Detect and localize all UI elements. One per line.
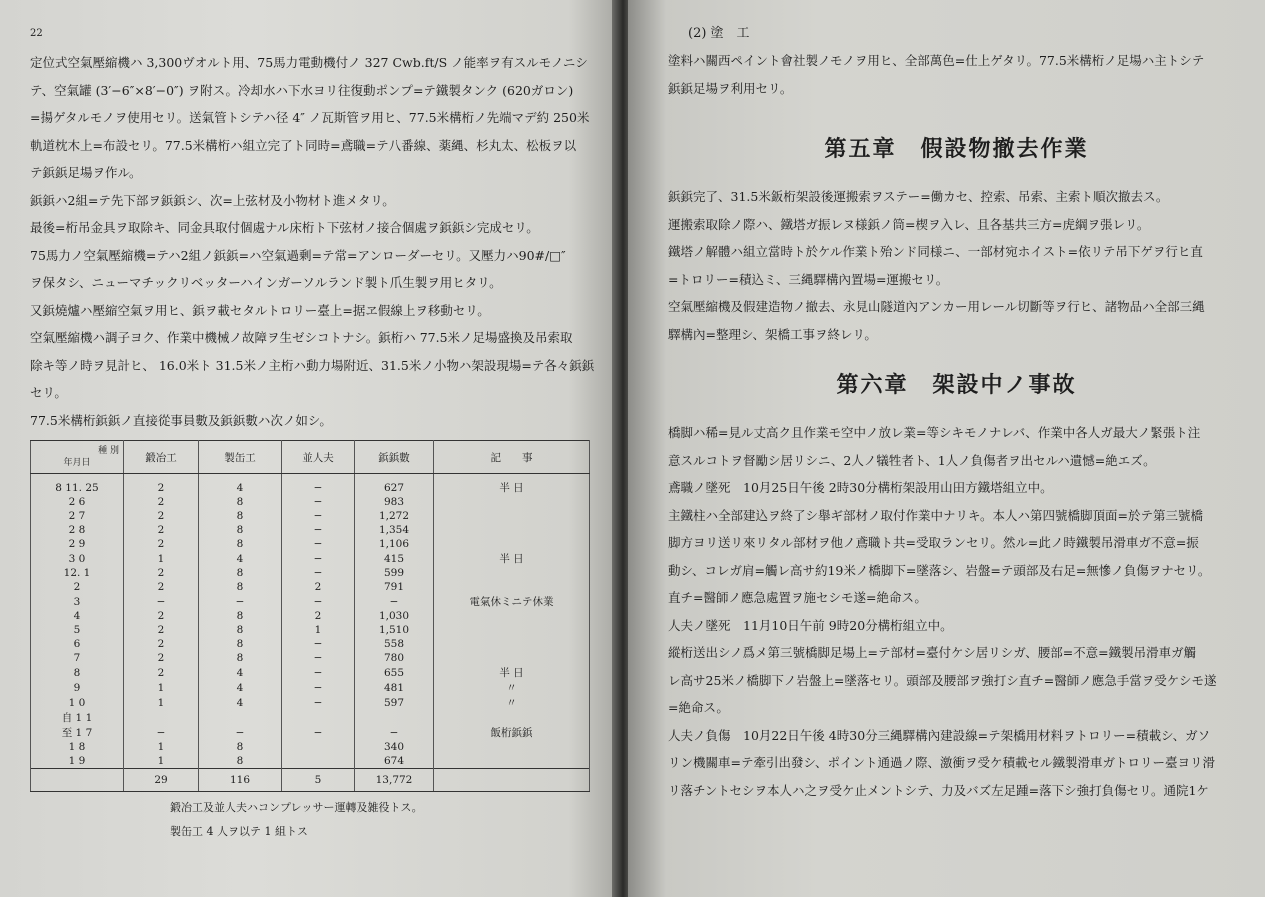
header-date-label: 年月日 — [63, 458, 91, 468]
table-cell-b: 4 — [199, 551, 282, 566]
table-cell-c: 2 — [282, 609, 355, 623]
paragraph-line: 橋脚ハ稀=見ル丈高ク且作業モ空中ノ放レ業=等シキモノナレバ、作業中各人ガ最大ノ緊張ト注 — [668, 425, 1201, 440]
table-cell-d — [355, 710, 434, 725]
table-total-a: 29 — [124, 769, 199, 792]
table-cell-a: 2 — [124, 637, 199, 651]
table-row — [31, 580, 590, 594]
paragraph-line: 縱桁送出シノ爲メ第三號橋脚足場上=テ部材=臺付ケシ居リシガ、腰部=不意=鐵製吊滑車ガ觸 — [668, 645, 1197, 660]
table-cell-d: − — [355, 725, 434, 740]
table-cell-note — [434, 580, 590, 594]
table-total-d: 13,772 — [355, 769, 434, 792]
table-cell-date: 12. 1 — [31, 566, 124, 580]
footnote-line: 鍛冶工及並人夫ハコンプレッサー運轉及雑役トス。 — [170, 801, 423, 814]
table-cell-d: 983 — [355, 495, 434, 509]
table-cell-date: 5 — [31, 623, 124, 637]
table-cell-note — [434, 566, 590, 580]
table-cell-date: 8 11. 25 — [31, 474, 124, 496]
table-cell-d: 1,354 — [355, 523, 434, 537]
table-cell-c: − — [282, 537, 355, 551]
table-cell-note — [434, 651, 590, 665]
table-cell-b: 8 — [199, 566, 282, 580]
table-cell-note — [434, 609, 590, 623]
table-cell-note — [434, 523, 590, 537]
table-cell-d: 627 — [355, 474, 434, 496]
table-row — [31, 637, 590, 651]
table-cell-note — [434, 754, 590, 769]
table-cell-date: 7 — [31, 651, 124, 665]
paragraph-line: 塗料ハ關西ペイント會社製ノモノヲ用ヒ、全部萬色=仕上ゲタリ。77.5米構桁ノ足場ハ主トシテ — [668, 53, 1205, 68]
table-row — [31, 495, 590, 509]
table-cell-a: 2 — [124, 509, 199, 523]
footnote-line: 製缶工 4 人ヲ以テ 1 組トス — [170, 825, 308, 838]
table-cell-a: 2 — [124, 623, 199, 637]
paragraph-line: 人夫ノ負傷 10月22日午後 4時30分三縄驛構內建設線=テ架橋用材料ヲトロリー=積載シ、ガソ — [668, 727, 1211, 743]
table-cell-c: − — [282, 680, 355, 695]
table-cell-date: 1 0 — [31, 695, 124, 710]
table-row — [31, 665, 590, 680]
paragraph-line: 動シ、コレガ肩=觸レ高サ約19米ノ橋脚下=墜落シ、岩盤=テ頭部及右足=無慘ノ負傷ヲナセリ。 — [668, 562, 1211, 578]
table-cell-b: 8 — [199, 754, 282, 769]
paragraph-line: 除キ等ノ時ヲ見計ヒ、 16.0米ト 31.5米ノ主桁ハ動力場附近、31.5米ノ小物ハ架設現場=テ各々鋲鋲 — [30, 357, 595, 373]
table-cell-b: 8 — [199, 495, 282, 509]
table-cell-note — [434, 740, 590, 754]
table-cell-note: 電氣休ミニテ休業 — [434, 594, 590, 609]
left-body — [30, 49, 606, 434]
table-cell-date: 2 — [31, 580, 124, 594]
table-row — [31, 695, 590, 710]
table-cell-c: 1 — [282, 623, 355, 637]
table-cell-d: 1,272 — [355, 509, 434, 523]
paragraph-line: 77.5米構桁鋲鋲ノ直接從事員數及鋲鋲數ハ次ノ如シ。 — [30, 412, 332, 428]
paragraph-line: 鋲鋲足場ヲ利用セリ。 — [668, 80, 793, 96]
table-cell-a: 1 — [124, 551, 199, 566]
paragraph-line: 定位式空氣壓縮機ハ 3,300ヴオルト用、75馬力電動機付ノ 327 Cwb.ft/S ノ能率ヲ有スルモノニシ — [30, 55, 588, 70]
table-cell-b: 4 — [199, 695, 282, 710]
paragraph-line: 驛構內=整理シ、架橋工事ヲ終レリ。 — [668, 326, 877, 342]
header-rivet-count: 鋲鋲數 — [355, 441, 434, 474]
chapter-five-title: 第五章 假設物撤去作業 — [824, 136, 1089, 162]
table-total-row — [31, 769, 590, 792]
table-row — [31, 651, 590, 665]
paragraph-line: 又鋲燒爐ハ壓縮空氣ヲ用ヒ、鋲ヲ載セタルトロリー臺上=据ヱ假線上ヲ移動セリ。 — [30, 302, 490, 318]
table-cell-c: − — [282, 551, 355, 566]
table-cell-b: 8 — [199, 509, 282, 523]
table-cell-b: 8 — [199, 609, 282, 623]
table-cell-note — [434, 623, 590, 637]
page-number: 22 — [30, 28, 43, 39]
paragraph-line: =揚ゲタルモノヲ使用セリ。送氣管トシテハ径 4″ ノ瓦斯管ヲ用ヒ、77.5米構桁ノ先端マデ約 250米 — [30, 110, 590, 125]
riveting-table-wrap — [30, 440, 606, 792]
table-cell-d: 1,030 — [355, 609, 434, 623]
table-cell-b: 8 — [199, 651, 282, 665]
table-cell-date: 2 9 — [31, 537, 124, 551]
table-cell-b: 8 — [199, 537, 282, 551]
table-cell-date: 2 8 — [31, 523, 124, 537]
table-cell-b: 8 — [199, 580, 282, 594]
paragraph-line: レ高サ25米ノ橋脚下ノ岩盤上=墜落セリ。頭部及腰部ヲ強打シ直チ=醫師ノ應急手當ヲ受ケシモ遂 — [668, 672, 1217, 688]
table-row — [31, 509, 590, 523]
table-cell-note — [434, 509, 590, 523]
table-cell-date: 2 7 — [31, 509, 124, 523]
table-total-c: 5 — [282, 769, 355, 792]
riveting-table — [30, 440, 590, 792]
table-cell-note — [434, 537, 590, 551]
table-cell-a: 2 — [124, 566, 199, 580]
table-cell-note: 飯桁鋲鋲 — [434, 725, 590, 740]
table-row — [31, 754, 590, 769]
table-cell-b: − — [199, 594, 282, 609]
table-cell-date: 9 — [31, 680, 124, 695]
table-cell-a: 2 — [124, 523, 199, 537]
table-row — [31, 740, 590, 754]
paragraph-line: =絶命ス。 — [668, 700, 729, 715]
paragraph-line: 最後=桁吊金具ヲ取除キ、同金具取付個處ナル床桁ト下弦材ノ接合個處ヲ鋲鋲シ完成セリ。 — [30, 220, 539, 235]
header-boilermaker: 製缶工 — [199, 441, 282, 474]
paragraph-line: 主鐵柱ハ全部建込ヲ終了シ舉ギ部材ノ取付作業中ナリキ。本人ハ第四號橋脚頂面=於テ第三號橋 — [668, 507, 1203, 523]
paragraph-line: 直チ=醫師ノ應急處置ヲ施セシモ遂=絶命ス。 — [668, 590, 927, 605]
section-title-painting: (2) 塗 工 — [688, 26, 750, 41]
paragraph-line: 脚方ヨリ送リ來リタル部材ヲ他ノ鳶職ト共=受取ランセリ。然ル=此ノ時鐵製吊滑車ガ不意=振 — [668, 535, 1199, 550]
table-total-b: 116 — [199, 769, 282, 792]
table-body — [31, 474, 590, 792]
table-total-note — [434, 769, 590, 792]
table-cell-note — [434, 710, 590, 725]
table-cell-date: 4 — [31, 609, 124, 623]
table-cell-d: 1,106 — [355, 537, 434, 551]
paragraph-line: 空氣壓縮機及假建造物ノ撤去、永見山隧道內アンカー用レール切斷等ヲ行ヒ、諸物品ハ全部三縄 — [668, 299, 1205, 314]
table-cell-a: − — [124, 594, 199, 609]
table-cell-date: 1 8 — [31, 740, 124, 754]
paragraph-line: 空氣壓縮機ハ調子ヨク、作業中機械ノ故障ヲ生ゼシコトナシ。鋲桁ハ 77.5米ノ足場盛換及吊索取 — [30, 330, 573, 345]
table-row — [31, 551, 590, 566]
table-cell-a: 2 — [124, 651, 199, 665]
right-page — [628, 0, 1265, 897]
paragraph-line: リン機關車=テ牽引出發シ、ポイント通過ノ際、激衝ヲ受ケ積載セル鐵製滑車ガトロリー臺ヨリ滑 — [668, 755, 1215, 770]
table-cell-note — [434, 637, 590, 651]
table-cell-a: 2 — [124, 665, 199, 680]
table-cell-c — [282, 754, 355, 769]
table-cell-a: 2 — [124, 609, 199, 623]
table-cell-d: 599 — [355, 566, 434, 580]
table-cell-d: 558 — [355, 637, 434, 651]
table-cell-a: 2 — [124, 580, 199, 594]
table-cell-d: 791 — [355, 580, 434, 594]
table-cell-b: 4 — [199, 474, 282, 496]
table-cell-c: − — [282, 695, 355, 710]
header-remarks: 記 事 — [434, 441, 590, 474]
table-cell-note — [434, 495, 590, 509]
table-row — [31, 680, 590, 695]
paragraph-line: 意スルコトヲ督勵シ居リシニ、2人ノ犠牲者ト、1人ノ負傷者ヲ出セルハ遺憾=絶エズ。 — [668, 452, 1156, 468]
table-header-row — [31, 441, 590, 474]
paragraph-line: セリ。 — [30, 385, 67, 400]
table-cell-b: − — [199, 725, 282, 740]
table-row — [31, 594, 590, 609]
table-cell-a: 2 — [124, 474, 199, 496]
table-cell-b: 8 — [199, 523, 282, 537]
table-cell-date: 1 9 — [31, 754, 124, 769]
table-cell-a: − — [124, 725, 199, 740]
table-cell-b: 8 — [199, 623, 282, 637]
table-row — [31, 725, 590, 740]
paragraph-line: 鋲鋲完了、31.5米鈑桁架設後運搬索ヲステー=働カセ、控索、吊索、主索ト順次撤去ス。 — [668, 189, 1169, 204]
table-cell-c: − — [282, 725, 355, 740]
table-cell-date: 2 6 — [31, 495, 124, 509]
header-blacksmith: 鍛冶工 — [124, 441, 199, 474]
table-cell-d: 674 — [355, 754, 434, 769]
table-cell-d: 1,510 — [355, 623, 434, 637]
paragraph-line: 鋲鋲ハ2組=テ先下部ヲ鋲鋲シ、次=上弦材及小物材ト進メタリ。 — [30, 192, 395, 208]
table-cell-b: 4 — [199, 665, 282, 680]
table-cell-c: − — [282, 665, 355, 680]
table-cell-c: − — [282, 474, 355, 496]
table-cell-c: − — [282, 509, 355, 523]
table-cell-d: 340 — [355, 740, 434, 754]
table-cell-c: − — [282, 651, 355, 665]
table-cell-note: 〃 — [434, 695, 590, 710]
table-cell-date: 3 — [31, 594, 124, 609]
paragraph-line: 軌道枕木上=布設セリ。77.5米構桁ハ組立完了ト同時=鳶職=テ八番線、薬縄、杉丸太、松板ヲ以 — [30, 137, 577, 153]
table-cell-a: 1 — [124, 740, 199, 754]
paragraph-line: ヲ保タシ、ニューマチックリベッターハインガーソルランド製ト爪生製ヲ用ヒタリ。 — [30, 275, 502, 290]
table-cell-note: 〃 — [434, 680, 590, 695]
table-footnotes — [170, 796, 606, 844]
table-cell-note: 半 日 — [434, 551, 590, 566]
table-cell-date: 至 1 7 — [31, 725, 124, 740]
table-cell-d: − — [355, 594, 434, 609]
table-cell-date: 3 0 — [31, 551, 124, 566]
table-cell-date: 8 — [31, 665, 124, 680]
table-row — [31, 537, 590, 551]
table-cell-d: 597 — [355, 695, 434, 710]
table-row — [31, 474, 590, 496]
table-cell-note: 半 日 — [434, 474, 590, 496]
table-cell-date: 自 1 1 — [31, 710, 124, 725]
header-diagonal-cell — [31, 441, 124, 474]
paragraph-line: =トロリー=積込ミ、三縄驛構內置場=運搬セリ。 — [668, 271, 949, 287]
table-cell-b: 8 — [199, 740, 282, 754]
header-type-label: 種 別 — [98, 446, 119, 456]
table-row — [31, 623, 590, 637]
header-laborer: 並人夫 — [282, 441, 355, 474]
paragraph-line: 運搬索取除ノ際ハ、鐵塔ガ振レヌ様鋲ノ筒=楔ヲ入レ、且各基共三方=虎綱ヲ張レリ。 — [668, 216, 1150, 232]
table-cell-c: − — [282, 495, 355, 509]
table-cell-a: 2 — [124, 495, 199, 509]
table-cell-c: 2 — [282, 580, 355, 594]
table-cell-d: 481 — [355, 680, 434, 695]
left-page — [0, 0, 618, 897]
table-cell-c — [282, 710, 355, 725]
table-cell-d: 780 — [355, 651, 434, 665]
table-cell-c: − — [282, 594, 355, 609]
table-cell-c: − — [282, 523, 355, 537]
table-cell-note: 半 日 — [434, 665, 590, 680]
paragraph-line: 75馬力ノ空氣壓縮機=テハ2組ノ鋲鋲=ハ空氣過剰=テ常=アンローダーセリ。又壓力ハ90#/□″ — [30, 247, 566, 263]
paragraph-line: 鐵塔ノ解體ハ組立當時ト於ケル作業ト殆ンド同様ニ、一部材宛ホイスト=依リテ吊下ゲヲ行ヒ直 — [668, 244, 1203, 259]
table-cell-b: 4 — [199, 680, 282, 695]
paragraph-line: 人夫ノ墜死 11月10日午前 9時20分構桁組立中。 — [668, 617, 953, 633]
table-cell-c — [282, 740, 355, 754]
table-row — [31, 566, 590, 580]
table-row — [31, 710, 590, 725]
paragraph-line: テ鋲鋲足場ヲ作ル。 — [30, 165, 142, 180]
table-cell-a: 1 — [124, 754, 199, 769]
table-cell-a: 2 — [124, 537, 199, 551]
table-cell-c: − — [282, 566, 355, 580]
table-row — [31, 523, 590, 537]
paragraph-line: リ落チントセシヲ本人ハ之ヲ受ケ止メントシテ、力及バズ左足踵=落下シ強打負傷セリ。通院1ケ — [668, 782, 1209, 798]
table-cell-c: − — [282, 637, 355, 651]
table-cell-d: 415 — [355, 551, 434, 566]
table-cell-b — [199, 710, 282, 725]
table-cell-date: 6 — [31, 637, 124, 651]
table-cell-a: 1 — [124, 695, 199, 710]
table-cell-a: 1 — [124, 680, 199, 695]
table-cell-b: 8 — [199, 637, 282, 651]
table-row — [31, 609, 590, 623]
table-cell-d: 655 — [355, 665, 434, 680]
table-cell-total-label — [31, 769, 124, 792]
chapter-six-title: 第六章 架設中ノ事故 — [836, 372, 1077, 398]
paragraph-line: 鳶職ノ墜死 10月25日午後 2時30分構桁架設用山田方鐵塔組立中。 — [668, 480, 1053, 495]
table-cell-a — [124, 710, 199, 725]
paragraph-line: テ、空氣罐 (3′−6″×8′−0″) ヲ附ス。冷却水ハ下水ヨリ往復動ポンプ=テ鐵製タンク (620ガロン) — [30, 82, 574, 98]
